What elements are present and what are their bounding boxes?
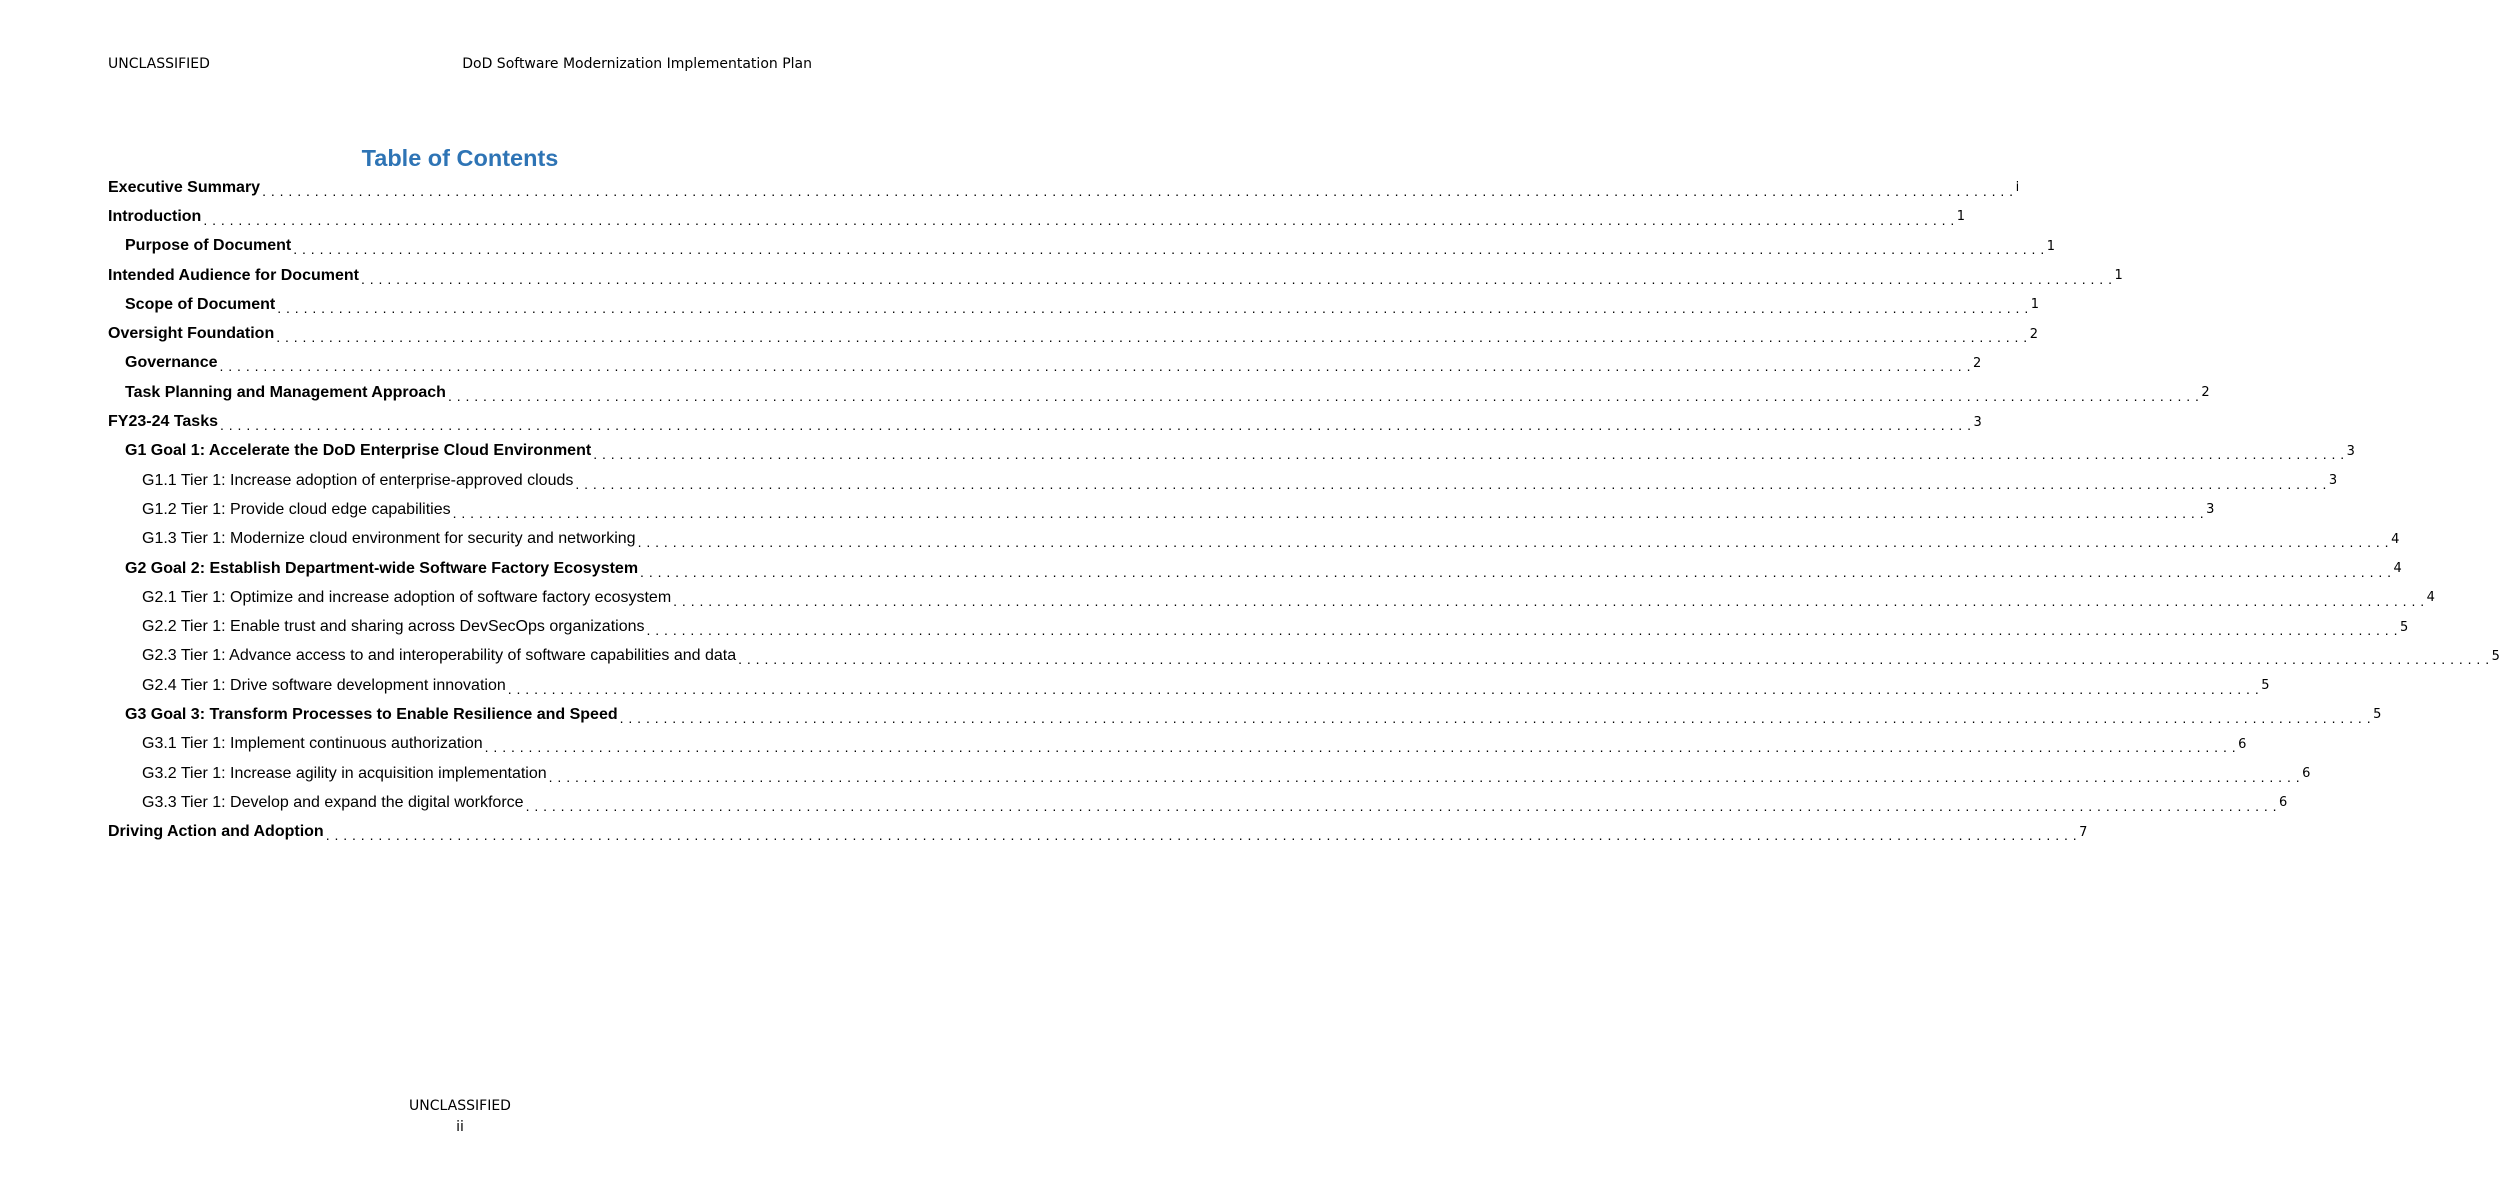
toc-entry[interactable] [108,261,2123,290]
toc-entry[interactable] [108,232,2055,261]
toc-entry-page: 6 [2238,736,2247,752]
toc-entry-title: G2.2 Tier 1: Enable trust and sharing across DevSecOps organizations [142,618,645,636]
toc-entry-page: 5 [2373,707,2382,723]
toc-entry[interactable] [108,700,2382,729]
toc-entry-title: G3.2 Tier 1: Increase agility in acquisition implementation [142,764,547,782]
toc-entry-page: 2 [2201,385,2210,401]
footer-classification: UNCLASSIFIED [409,1098,511,1114]
toc-entry[interactable] [108,437,2355,466]
toc-entry-page: 1 [1956,209,1966,225]
toc-leader-dots: . . . . . . . . . . . . . . . . . . . . . . . . . . . . . . . . . . . . . . . . . . . . . . . . . . . . . . . . . . . . . . . . . . . . . . . . . . . . . . . . . . . . . . . . . . . . . . . . . . . . . . . . . . . . . . . . . . . . . . . . . . . . . . . . . . . . . . . . . . . . . . . . . . . . . . . . . . . . . . . . . . . . . . . . . . . . . . . . . . . . . . . . . . . . . . . . . . . . . . . . [447,387,2200,404]
footer-page-number: ii [456,1119,464,1135]
toc-entry-page: 6 [2302,766,2311,782]
toc-entry[interactable] [108,554,2402,583]
toc-entry-title: FY23-24 Tasks [108,413,218,431]
toc-entry[interactable] [108,525,2400,554]
header-document-title: DoD Software Modernization Implementation Plan [462,56,812,72]
toc-entry-page: 4 [2391,531,2400,547]
toc-entry-page: 4 [2426,590,2435,606]
toc-leader-dots: . . . . . . . . . . . . . . . . . . . . . . . . . . . . . . . . . . . . . . . . . . . . . . . . . . . . . . . . . . . . . . . . . . . . . . . . . . . . . . . . . . . . . . . . . . . . . . . . . . . . . . . . . . . . . . . . . . . . . . . . . . . . . . . . . . . . . . . . . . . . . . . . . . . . . . . . . . . . . . . . . . . . . . . . . . . . . . . . . . . . . . . . . . . . . . . . . . . . . . . . [220,417,1972,434]
toc-entry[interactable] [108,818,2088,847]
toc-entry-title: Driving Action and Adoption [108,823,324,841]
toc-entry[interactable] [108,583,2435,612]
toc-entry[interactable] [108,788,2288,817]
toc-entry-page: 6 [2279,795,2288,811]
toc-entry[interactable] [108,407,1982,436]
toc-entry-page: 2 [1972,355,1982,371]
toc-entry-page: 3 [2328,473,2338,489]
toc-leader-dots: . . . . . . . . . . . . . . . . . . . . . . . . . . . . . . . . . . . . . . . . . . . . . . . . . . . . . . . . . . . . . . . . . . . . . . . . . . . . . . . . . . . . . . . . . . . . . . . . . . . . . . . . . . . . . . . . . . . . . . . . . . . . . . . . . . . . . . . . . . . . . . . . . . . . . . . . . . . . . . . . . . . . . . . . . . . . . . . . . . . . . . . . . . . . . . . . . . . . . . . . [484,739,2237,756]
toc-entry[interactable] [108,759,2311,788]
toc-entry[interactable] [108,671,2270,700]
toc-entry-title: G1.1 Tier 1: Increase adoption of enterprise-approved clouds [142,471,574,489]
toc-entry-page: i [2015,180,2020,196]
toc-title: Table of Contents [361,145,559,171]
toc-entry-page: 1 [2046,238,2055,254]
toc-entry-page: 3 [2206,502,2215,518]
toc-leader-dots: . . . . . . . . . . . . . . . . . . . . . . . . . . . . . . . . . . . . . . . . . . . . . . . . . . . . . . . . . . . . . . . . . . . . . . . . . . . . . . . . . . . . . . . . . . . . . . . . . . . . . . . . . . . . . . . . . . . . . . . . . . . . . . . . . . . . . . . . . . . . . . . . . . . . . . . . . . . . . . . . . . . . . . . . . . . . . . . . . . . . . . . . . . . . . . . . . . . . . . . . [525,797,2278,814]
toc-leader-dots: . . . . . . . . . . . . . . . . . . . . . . . . . . . . . . . . . . . . . . . . . . . . . . . . . . . . . . . . . . . . . . . . . . . . . . . . . . . . . . . . . . . . . . . . . . . . . . . . . . . . . . . . . . . . . . . . . . . . . . . . . . . . . . . . . . . . . . . . . . . . . . . . . . . . . . . . . . . . . . . . . . . . . . . . . . . . . . . . . . . . . . . . . . . . . . . . . . . . . . . . [452,504,2205,521]
toc-entry[interactable] [108,378,2210,407]
toc-leader-dots: . . . . . . . . . . . . . . . . . . . . . . . . . . . . . . . . . . . . . . . . . . . . . . . . . . . . . . . . . . . . . . . . . . . . . . . . . . . . . . . . . . . . . . . . . . . . . . . . . . . . . . . . . . . . . . . . . . . . . . . . . . . . . . . . . . . . . . . . . . . . . . . . . . . . . . . . . . . . . . . . . . . . . . . . . . . . . . . . . . . . . . . . . . . . . . . . . . . . . . . . [738,651,2490,668]
toc-entry-page: 1 [2030,297,2039,313]
toc-leader-dots: . . . . . . . . . . . . . . . . . . . . . . . . . . . . . . . . . . . . . . . . . . . . . . . . . . . . . . . . . . . . . . . . . . . . . . . . . . . . . . . . . . . . . . . . . . . . . . . . . . . . . . . . . . . . . . . . . . . . . . . . . . . . . . . . . . . . . . . . . . . . . . . . . . . . . . . . . . . . . . . . . . . . . . . . . . . . . . . . . . . . . . . . . . . . . . . . . . . . . . . . [575,475,2327,492]
toc-leader-dots: . . . . . . . . . . . . . . . . . . . . . . . . . . . . . . . . . . . . . . . . . . . . . . . . . . . . . . . . . . . . . . . . . . . . . . . . . . . . . . . . . . . . . . . . . . . . . . . . . . . . . . . . . . . . . . . . . . . . . . . . . . . . . . . . . . . . . . . . . . . . . . . . . . . . . . . . . . . . . . . . . . . . . . . . . . . . . . . . . . . . . . . . . . . . . . . . . . . . . . . . [276,329,2028,346]
toc-entry-page: 4 [2393,561,2402,576]
toc-entry-page: 5 [2491,648,2500,664]
toc-leader-dots: . . . . . . . . . . . . . . . . . . . . . . . . . . . . . . . . . . . . . . . . . . . . . . . . . . . . . . . . . . . . . . . . . . . . . . . . . . . . . . . . . . . . . . . . . . . . . . . . . . . . . . . . . . . . . . . . . . . . . . . . . . . . . . . . . . . . . . . . . . . . . . . . . . . . . . . . . . . . . . . . . . . . . . . . . . . . . . . . . . . . . . . . . . . . . . . . . . . . . . . . [507,680,2260,697]
toc-entry-title: G3.1 Tier 1: Implement continuous authorization [142,735,483,753]
toc-entry[interactable] [108,730,2247,759]
toc-entry-title: Executive Summary [108,178,261,196]
toc-entry-page: 5 [2261,678,2270,694]
toc-entry-page: 1 [2114,268,2123,284]
toc-entry-title: Scope of Document [125,295,276,313]
toc-entry-title: Intended Audience for Document [108,266,359,284]
toc-entry[interactable] [108,495,2215,524]
toc-entry[interactable] [108,173,2020,202]
toc-leader-dots: . . . . . . . . . . . . . . . . . . . . . . . . . . . . . . . . . . . . . . . . . . . . . . . . . . . . . . . . . . . . . . . . . . . . . . . . . . . . . . . . . . . . . . . . . . . . . . . . . . . . . . . . . . . . . . . . . . . . . . . . . . . . . . . . . . . . . . . . . . . . . . . . . . . . . . . . . . . . . . . . . . . . . . . . . . . . . . . . . . . . . . . . . . . . . . . . . . . . . . . . [203,211,1955,228]
toc-entry-title: G3.3 Tier 1: Develop and expand the digital workforce [142,793,524,811]
toc-entry-page: 3 [1973,414,1982,430]
toc-leader-dots: . . . . . . . . . . . . . . . . . . . . . . . . . . . . . . . . . . . . . . . . . . . . . . . . . . . . . . . . . . . . . . . . . . . . . . . . . . . . . . . . . . . . . . . . . . . . . . . . . . . . . . . . . . . . . . . . . . . . . . . . . . . . . . . . . . . . . . . . . . . . . . . . . . . . . . . . . . . . . . . . . . . . . . . . . . . . . . . . . . . . . . . . . . . . . . . . . . . . . . . . [646,622,2398,639]
toc-entry[interactable] [108,202,1966,231]
toc-leader-dots: . . . . . . . . . . . . . . . . . . . . . . . . . . . . . . . . . . . . . . . . . . . . . . . . . . . . . . . . . . . . . . . . . . . . . . . . . . . . . . . . . . . . . . . . . . . . . . . . . . . . . . . . . . . . . . . . . . . . . . . . . . . . . . . . . . . . . . . . . . . . . . . . . . . . . . . . . . . . . . . . . . . . . . . . . . . . . . . . . . . . . . . . . . . . . . . . . . . . . . . . [325,827,2078,844]
toc-entry-page: 7 [2079,824,2088,840]
toc-entry-title: G2 Goal 2: Establish Department-wide Software Factory Ecosystem [125,559,639,577]
toc-entry[interactable] [108,642,2500,671]
table-of-contents [108,173,2500,847]
toc-entry-page: 3 [2346,443,2355,459]
toc-entry-title: Purpose of Document [125,237,292,255]
toc-entry-title: G2.4 Tier 1: Drive software development innovation [142,676,506,694]
toc-leader-dots: . . . . . . . . . . . . . . . . . . . . . . . . . . . . . . . . . . . . . . . . . . . . . . . . . . . . . . . . . . . . . . . . . . . . . . . . . . . . . . . . . . . . . . . . . . . . . . . . . . . . . . . . . . . . . . . . . . . . . . . . . . . . . . . . . . . . . . . . . . . . . . . . . . . . . . . . . . . . . . . . . . . . . . . . . . . . . . . . . . . . . . . . . . . . . . . . . . . . . . . . [360,270,2113,287]
toc-entry[interactable] [108,319,2038,348]
toc-leader-dots: . . . . . . . . . . . . . . . . . . . . . . . . . . . . . . . . . . . . . . . . . . . . . . . . . . . . . . . . . . . . . . . . . . . . . . . . . . . . . . . . . . . . . . . . . . . . . . . . . . . . . . . . . . . . . . . . . . . . . . . . . . . . . . . . . . . . . . . . . . . . . . . . . . . . . . . . . . . . . . . . . . . . . . . . . . . . . . . . . . . . . . . . . . . . . . . . . . . . . . . . [673,592,2425,609]
toc-entry-title: G1.2 Tier 1: Provide cloud edge capabilities [142,500,451,518]
toc-leader-dots: . . . . . . . . . . . . . . . . . . . . . . . . . . . . . . . . . . . . . . . . . . . . . . . . . . . . . . . . . . . . . . . . . . . . . . . . . . . . . . . . . . . . . . . . . . . . . . . . . . . . . . . . . . . . . . . . . . . . . . . . . . . . . . . . . . . . . . . . . . . . . . . . . . . . . . . . . . . . . . . . . . . . . . . . . . . . . . . . . . . . . . . . . . . . . . . . . . . . . . . . [637,534,2390,551]
toc-entry-title: Task Planning and Management Approach [125,383,446,401]
toc-entry-title: Oversight Foundation [108,325,275,343]
toc-entry-title: G2.1 Tier 1: Optimize and increase adoption of software factory ecosystem [142,588,672,606]
toc-entry[interactable] [108,466,2338,495]
toc-leader-dots: . . . . . . . . . . . . . . . . . . . . . . . . . . . . . . . . . . . . . . . . . . . . . . . . . . . . . . . . . . . . . . . . . . . . . . . . . . . . . . . . . . . . . . . . . . . . . . . . . . . . . . . . . . . . . . . . . . . . . . . . . . . . . . . . . . . . . . . . . . . . . . . . . . . . . . . . . . . . . . . . . . . . . . . . . . . . . . . . . . . . . . . . . . . . . . . . . . . . . . . . [262,182,2014,199]
toc-entry-title: G1 Goal 1: Accelerate the DoD Enterprise Cloud Environment [125,442,592,460]
toc-entry[interactable] [108,349,1982,378]
header-classification: UNCLASSIFIED [108,56,210,72]
toc-leader-dots: . . . . . . . . . . . . . . . . . . . . . . . . . . . . . . . . . . . . . . . . . . . . . . . . . . . . . . . . . . . . . . . . . . . . . . . . . . . . . . . . . . . . . . . . . . . . . . . . . . . . . . . . . . . . . . . . . . . . . . . . . . . . . . . . . . . . . . . . . . . . . . . . . . . . . . . . . . . . . . . . . . . . . . . . . . . . . . . . . . . . . . . . . . . . . . . . . . . . . . . . [548,768,2301,785]
toc-entry-title: G1.3 Tier 1: Modernize cloud environment for security and networking [142,530,636,548]
toc-entry-title: Introduction [108,207,202,225]
toc-entry-title: G3 Goal 3: Transform Processes to Enable Resilience and Speed [125,705,618,723]
toc-leader-dots: . . . . . . . . . . . . . . . . . . . . . . . . . . . . . . . . . . . . . . . . . . . . . . . . . . . . . . . . . . . . . . . . . . . . . . . . . . . . . . . . . . . . . . . . . . . . . . . . . . . . . . . . . . . . . . . . . . . . . . . . . . . . . . . . . . . . . . . . . . . . . . . . . . . . . . . . . . . . . . . . . . . . . . . . . . . . . . . . . . . . . . . . . . . . . . . . . . . . . . . . [619,709,2372,726]
toc-entry-title: Governance [125,354,218,372]
toc-leader-dots: . . . . . . . . . . . . . . . . . . . . . . . . . . . . . . . . . . . . . . . . . . . . . . . . . . . . . . . . . . . . . . . . . . . . . . . . . . . . . . . . . . . . . . . . . . . . . . . . . . . . . . . . . . . . . . . . . . . . . . . . . . . . . . . . . . . . . . . . . . . . . . . . . . . . . . . . . . . . . . . . . . . . . . . . . . . . . . . . . . . . . . . . . . . . . . . . . . . . . . . . [640,563,2392,580]
toc-entry[interactable] [108,612,2409,641]
toc-leader-dots: . . . . . . . . . . . . . . . . . . . . . . . . . . . . . . . . . . . . . . . . . . . . . . . . . . . . . . . . . . . . . . . . . . . . . . . . . . . . . . . . . . . . . . . . . . . . . . . . . . . . . . . . . . . . . . . . . . . . . . . . . . . . . . . . . . . . . . . . . . . . . . . . . . . . . . . . . . . . . . . . . . . . . . . . . . . . . . . . . . . . . . . . . . . . . . . . . . . . . . . . [593,446,2345,463]
toc-entry-title: G2.3 Tier 1: Advance access to and interoperability of software capabilities and data [142,647,737,665]
toc-entry-page: 5 [2399,619,2409,635]
toc-entry-page: 2 [2029,326,2038,342]
toc-leader-dots: . . . . . . . . . . . . . . . . . . . . . . . . . . . . . . . . . . . . . . . . . . . . . . . . . . . . . . . . . . . . . . . . . . . . . . . . . . . . . . . . . . . . . . . . . . . . . . . . . . . . . . . . . . . . . . . . . . . . . . . . . . . . . . . . . . . . . . . . . . . . . . . . . . . . . . . . . . . . . . . . . . . . . . . . . . . . . . . . . . . . . . . . . . . . . . . . . . . . . . . . [277,299,2029,316]
toc-leader-dots: . . . . . . . . . . . . . . . . . . . . . . . . . . . . . . . . . . . . . . . . . . . . . . . . . . . . . . . . . . . . . . . . . . . . . . . . . . . . . . . . . . . . . . . . . . . . . . . . . . . . . . . . . . . . . . . . . . . . . . . . . . . . . . . . . . . . . . . . . . . . . . . . . . . . . . . . . . . . . . . . . . . . . . . . . . . . . . . . . . . . . . . . . . . . . . . . . . . . . . . . [293,241,2045,258]
toc-entry[interactable] [108,290,2039,319]
toc-leader-dots: . . . . . . . . . . . . . . . . . . . . . . . . . . . . . . . . . . . . . . . . . . . . . . . . . . . . . . . . . . . . . . . . . . . . . . . . . . . . . . . . . . . . . . . . . . . . . . . . . . . . . . . . . . . . . . . . . . . . . . . . . . . . . . . . . . . . . . . . . . . . . . . . . . . . . . . . . . . . . . . . . . . . . . . . . . . . . . . . . . . . . . . . . . . . . . . . . . . . . . . . [219,358,1971,375]
